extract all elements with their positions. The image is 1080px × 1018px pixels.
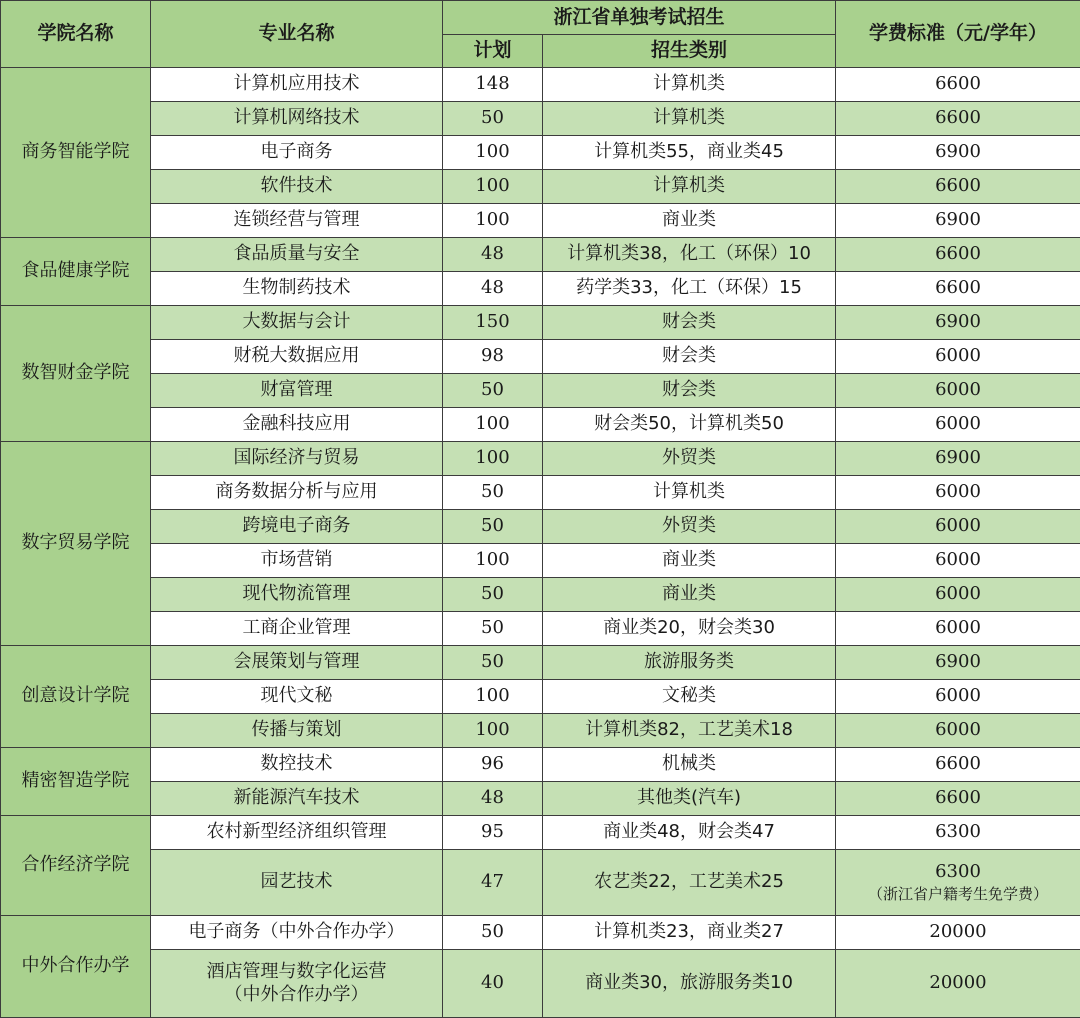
- major-name: 计算机网络技术: [151, 102, 443, 136]
- table-row: [1, 374, 1080, 408]
- major-name: 国际经济与贸易: [151, 442, 443, 476]
- college-name: 中外合作办学: [1, 916, 151, 1018]
- enrollment-category: 外贸类: [543, 510, 836, 544]
- enrollment-category: 文秘类: [543, 680, 836, 714]
- plan-count: 100: [443, 714, 543, 748]
- major-name: 现代文秘: [151, 680, 443, 714]
- major-name: 工商企业管理: [151, 612, 443, 646]
- enrollment-category: 计算机类: [543, 170, 836, 204]
- plan-count: 100: [443, 544, 543, 578]
- plan-count: 50: [443, 612, 543, 646]
- plan-count: 48: [443, 782, 543, 816]
- tuition-fee: 6900: [836, 442, 1080, 476]
- tuition-fee: [836, 850, 1080, 916]
- major-name: 电子商务: [151, 136, 443, 170]
- enrollment-category: 旅游服务类: [543, 646, 836, 680]
- table-row: [1, 680, 1080, 714]
- table-row: [1, 950, 1080, 1018]
- major-name: 财税大数据应用: [151, 340, 443, 374]
- college-name: 精密智造学院: [1, 748, 151, 816]
- tuition-fee: 6300: [836, 816, 1080, 850]
- plan-count: 50: [443, 102, 543, 136]
- plan-count: 50: [443, 916, 543, 950]
- table-row: [1, 850, 1080, 916]
- major-name: 连锁经营与管理: [151, 204, 443, 238]
- table-row: [1, 68, 1080, 102]
- major-name: 生物制药技术: [151, 272, 443, 306]
- major-name: 传播与策划: [151, 714, 443, 748]
- major-name: 园艺技术: [151, 850, 443, 916]
- tuition-fee-note: （浙江省户籍考生免学费）: [836, 885, 1080, 904]
- major-name: 商务数据分析与应用: [151, 476, 443, 510]
- header-exam: 浙江省单独考试招生: [443, 1, 836, 35]
- plan-count: 100: [443, 442, 543, 476]
- tuition-fee: 6000: [836, 340, 1080, 374]
- major-name: 电子商务（中外合作办学）: [151, 916, 443, 950]
- enrollment-category: 其他类(汽车): [543, 782, 836, 816]
- tuition-fee: 6600: [836, 272, 1080, 306]
- table-row: [1, 578, 1080, 612]
- tuition-fee: 6000: [836, 680, 1080, 714]
- major-name: 市场营销: [151, 544, 443, 578]
- enrollment-category: 计算机类82，工艺美术18: [543, 714, 836, 748]
- major-name: 数控技术: [151, 748, 443, 782]
- table-row: [1, 204, 1080, 238]
- enrollment-category: 商业类20，财会类30: [543, 612, 836, 646]
- major-name: 财富管理: [151, 374, 443, 408]
- tuition-fee: 6900: [836, 204, 1080, 238]
- enrollment-category: 计算机类: [543, 68, 836, 102]
- tuition-fee-value: 6300: [836, 861, 1080, 884]
- header-plan: 计划: [443, 35, 543, 68]
- tuition-fee: 6600: [836, 782, 1080, 816]
- plan-count: 148: [443, 68, 543, 102]
- table-row: [1, 408, 1080, 442]
- enrollment-category: 商业类: [543, 204, 836, 238]
- tuition-fee: 6000: [836, 714, 1080, 748]
- enrollment-category: 商业类48，财会类47: [543, 816, 836, 850]
- major-name: 大数据与会计: [151, 306, 443, 340]
- enrollment-category: 财会类: [543, 374, 836, 408]
- college-name: 创意设计学院: [1, 646, 151, 748]
- table-row: [1, 510, 1080, 544]
- enrollment-category: 计算机类: [543, 476, 836, 510]
- enrollment-category: 商业类: [543, 544, 836, 578]
- enrollment-category: 计算机类38，化工（环保）10: [543, 238, 836, 272]
- header-row-1: [1, 1, 1080, 35]
- tuition-fee: 6600: [836, 748, 1080, 782]
- college-name: 数字贸易学院: [1, 442, 151, 646]
- plan-count: 50: [443, 374, 543, 408]
- tuition-fee: 6000: [836, 476, 1080, 510]
- tuition-fee: 6000: [836, 510, 1080, 544]
- table-row: [1, 544, 1080, 578]
- tuition-fee: 6000: [836, 544, 1080, 578]
- table-row: [1, 442, 1080, 476]
- table-row: [1, 170, 1080, 204]
- tuition-fee: 6600: [836, 170, 1080, 204]
- college-name: 数智财金学院: [1, 306, 151, 442]
- tuition-fee: 6600: [836, 68, 1080, 102]
- tuition-fee: 6600: [836, 102, 1080, 136]
- enrollment-category: 计算机类23，商业类27: [543, 916, 836, 950]
- enrollment-category: 财会类50，计算机类50: [543, 408, 836, 442]
- plan-count: 100: [443, 408, 543, 442]
- tuition-fee: 6900: [836, 646, 1080, 680]
- plan-count: 100: [443, 136, 543, 170]
- plan-count: 98: [443, 340, 543, 374]
- table-row: [1, 816, 1080, 850]
- major-name-line2: （中外合作办学）: [151, 984, 442, 1007]
- tuition-fee: 6600: [836, 238, 1080, 272]
- tuition-fee: 6000: [836, 578, 1080, 612]
- tuition-fee: 6000: [836, 612, 1080, 646]
- plan-count: 50: [443, 510, 543, 544]
- enrollment-category: 农艺类22，工艺美术25: [543, 850, 836, 916]
- table-row: [1, 714, 1080, 748]
- college-name: 食品健康学院: [1, 238, 151, 306]
- enrollment-category: 计算机类55，商业类45: [543, 136, 836, 170]
- plan-count: 50: [443, 476, 543, 510]
- table-body: [1, 68, 1080, 1018]
- plan-count: 48: [443, 272, 543, 306]
- table-row: [1, 102, 1080, 136]
- table-row: [1, 476, 1080, 510]
- plan-count: 150: [443, 306, 543, 340]
- tuition-fee: 6900: [836, 136, 1080, 170]
- plan-count: 100: [443, 204, 543, 238]
- plan-count: 96: [443, 748, 543, 782]
- tuition-fee: 20000: [836, 950, 1080, 1018]
- table-row: [1, 782, 1080, 816]
- table-row: [1, 238, 1080, 272]
- header-major: 专业名称: [151, 1, 443, 68]
- major-name: 软件技术: [151, 170, 443, 204]
- tuition-fee: 6000: [836, 408, 1080, 442]
- header-category: 招生类别: [543, 35, 836, 68]
- table-row: [1, 748, 1080, 782]
- table-row: [1, 646, 1080, 680]
- major-name: 计算机应用技术: [151, 68, 443, 102]
- plan-count: 48: [443, 238, 543, 272]
- plan-count: 95: [443, 816, 543, 850]
- header-fee: 学费标准（元/学年）: [836, 1, 1080, 68]
- major-name: 食品质量与安全: [151, 238, 443, 272]
- college-name: 商务智能学院: [1, 68, 151, 238]
- major-name: 新能源汽车技术: [151, 782, 443, 816]
- major-name: 金融科技应用: [151, 408, 443, 442]
- table-row: [1, 916, 1080, 950]
- enrollment-category: 财会类: [543, 340, 836, 374]
- enrollment-category: 财会类: [543, 306, 836, 340]
- major-name-line1: 酒店管理与数字化运营: [151, 961, 442, 984]
- plan-count: 100: [443, 170, 543, 204]
- table-row: [1, 340, 1080, 374]
- major-name: 会展策划与管理: [151, 646, 443, 680]
- enrollment-category: 计算机类: [543, 102, 836, 136]
- major-name: 现代物流管理: [151, 578, 443, 612]
- enrollment-category: 商业类: [543, 578, 836, 612]
- enrollment-category: 外贸类: [543, 442, 836, 476]
- major-name: [151, 950, 443, 1018]
- tuition-fee: 20000: [836, 916, 1080, 950]
- major-name: 跨境电子商务: [151, 510, 443, 544]
- plan-count: 50: [443, 578, 543, 612]
- plan-count: 50: [443, 646, 543, 680]
- table-row: [1, 136, 1080, 170]
- enrollment-category: 机械类: [543, 748, 836, 782]
- plan-count: 47: [443, 850, 543, 916]
- table-row: [1, 306, 1080, 340]
- plan-count: 100: [443, 680, 543, 714]
- table-row: [1, 272, 1080, 306]
- enrollment-category: 商业类30，旅游服务类10: [543, 950, 836, 1018]
- college-name: 合作经济学院: [1, 816, 151, 916]
- table-row: [1, 612, 1080, 646]
- header-college: 学院名称: [1, 1, 151, 68]
- enrollment-category: 药学类33，化工（环保）15: [543, 272, 836, 306]
- major-name: 农村新型经济组织管理: [151, 816, 443, 850]
- plan-count: 40: [443, 950, 543, 1018]
- tuition-fee: 6000: [836, 374, 1080, 408]
- tuition-fee: 6900: [836, 306, 1080, 340]
